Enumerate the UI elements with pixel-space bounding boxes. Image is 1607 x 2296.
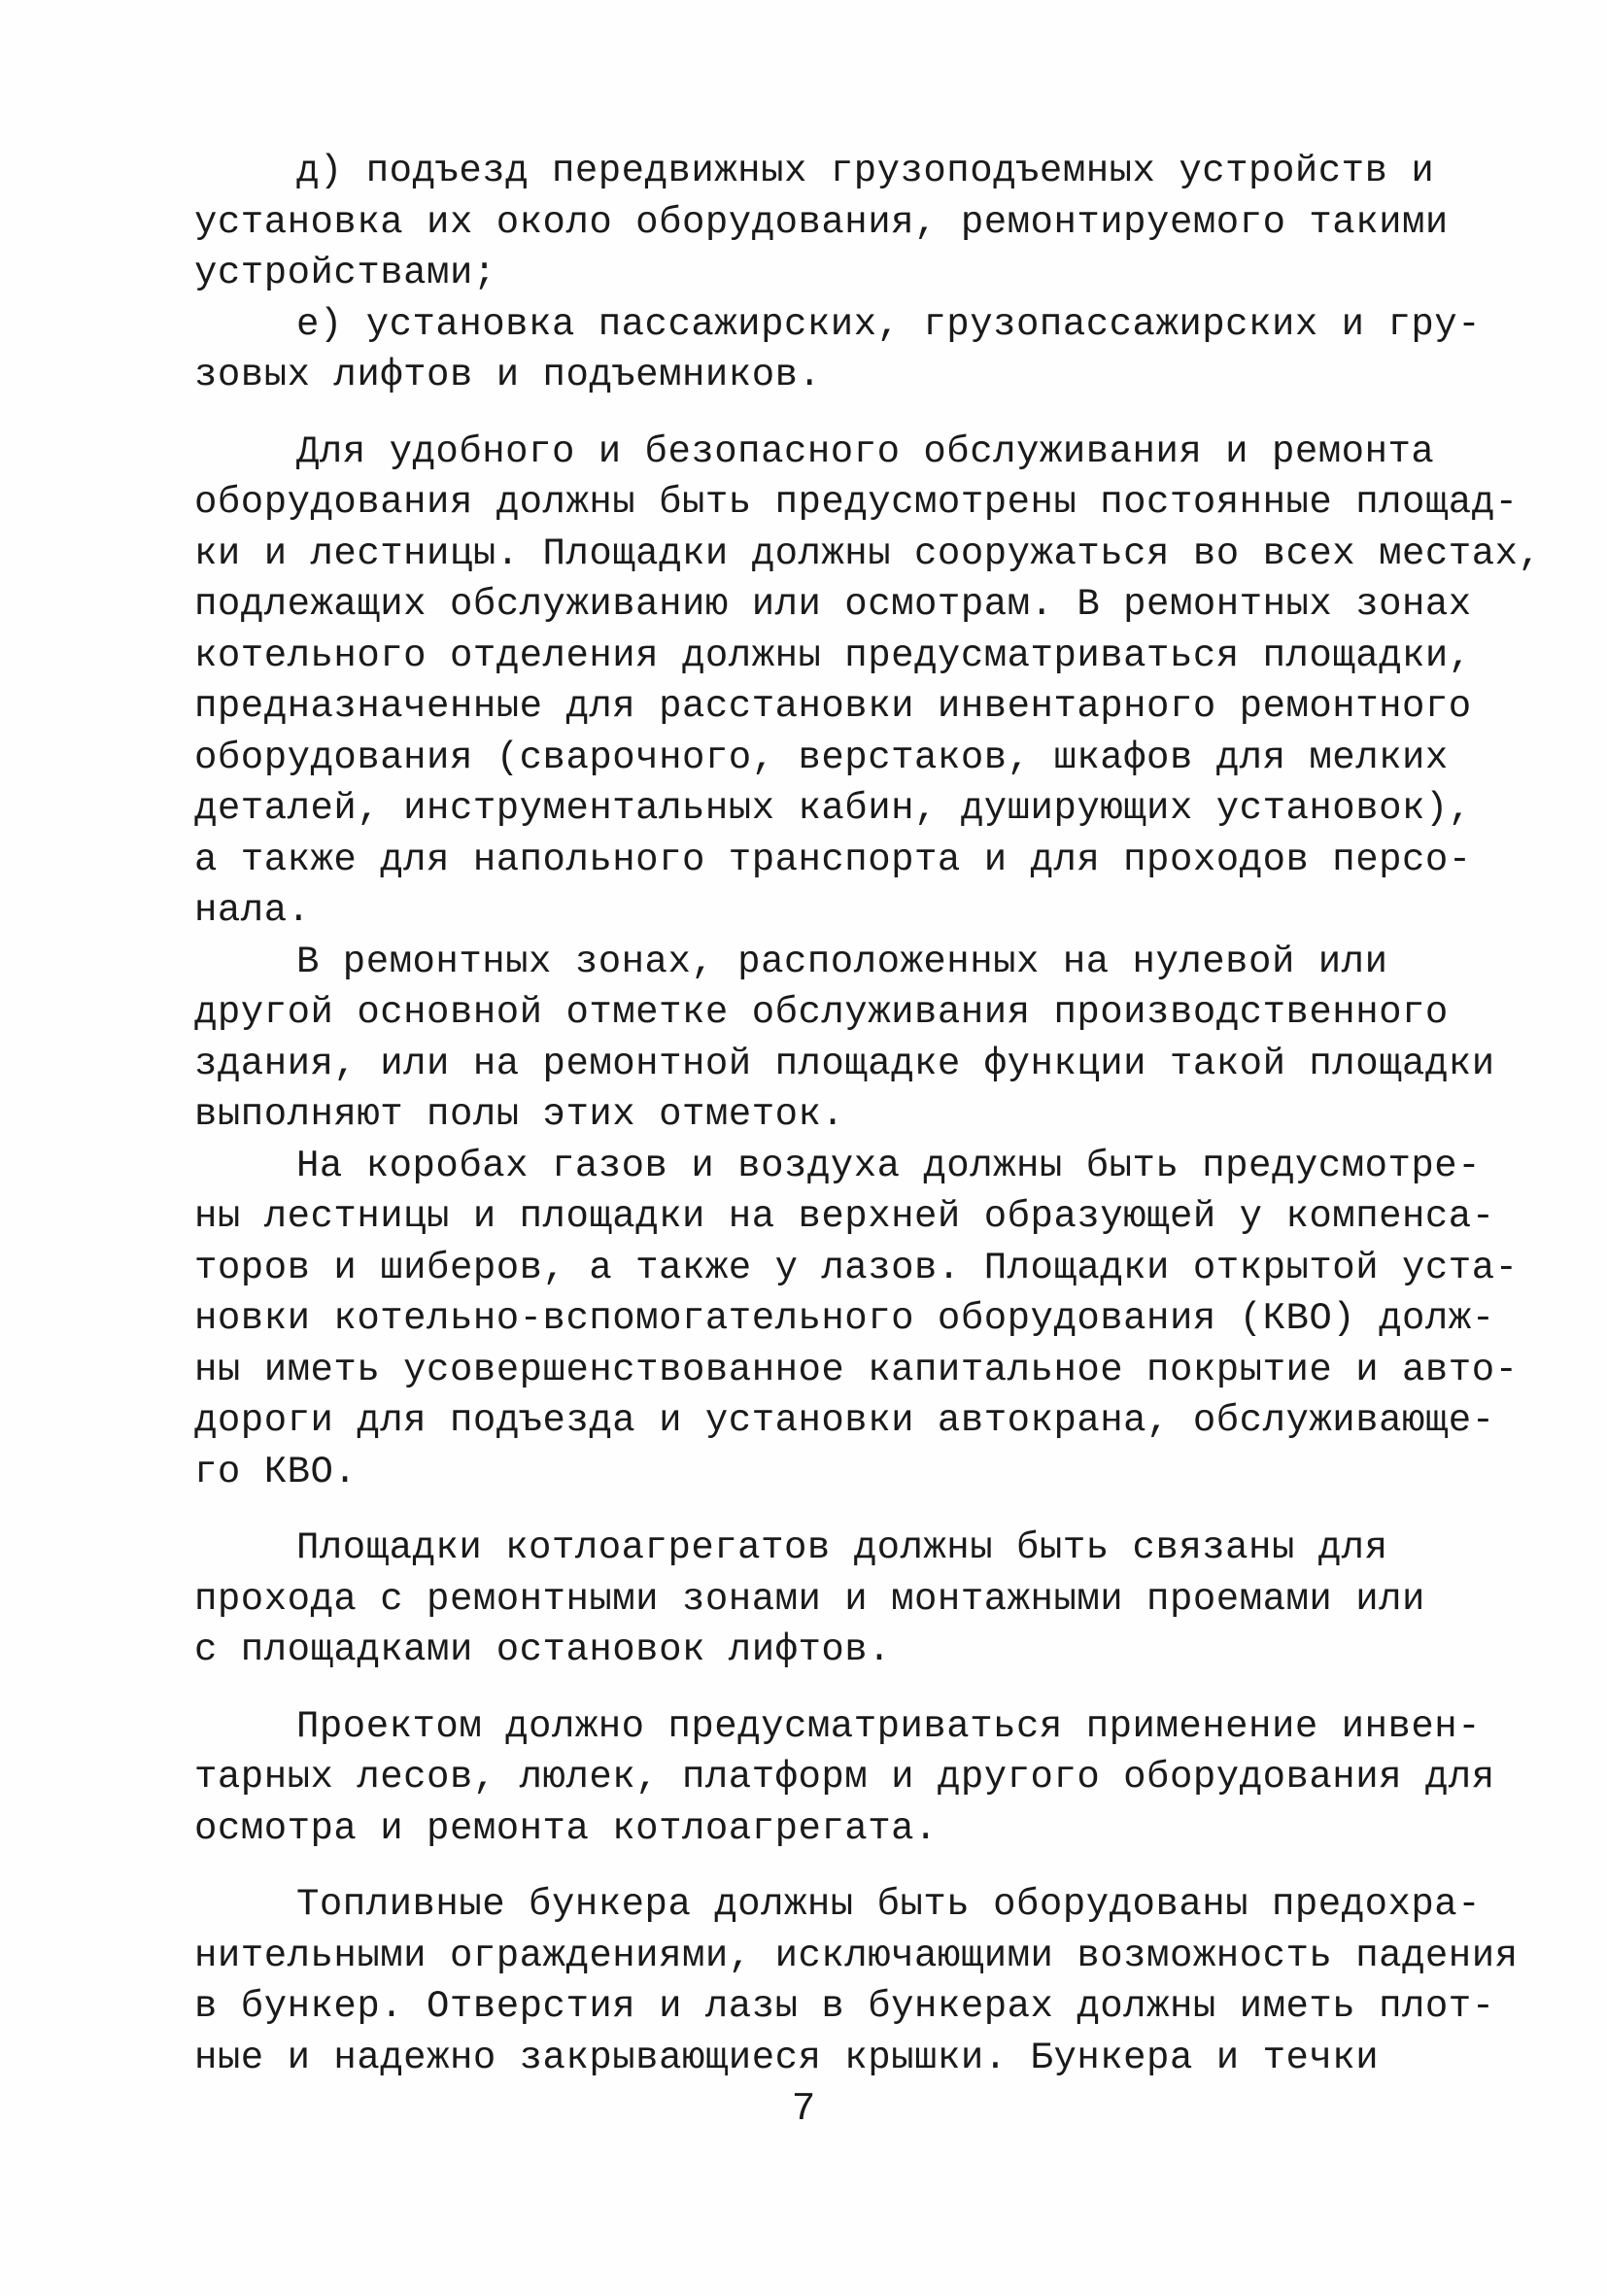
text-line: Площадки котлоагрегатов должны быть связаны для — [296, 1526, 1388, 1569]
text-line: установка их около оборудования, ремонтируемого такими — [194, 200, 1449, 244]
paragraph-gap — [194, 1676, 1448, 1701]
text-line: устройствами; — [194, 252, 496, 294]
text-line: В ремонтных зонах, расположенных на нулевой или — [296, 940, 1388, 983]
text-line: другой основной отметке обслуживания производственного — [194, 991, 1449, 1034]
text-line: нительными ограждениями, исключающими возможность падения — [194, 1934, 1519, 1977]
text-line: дороги для подъезда и установки автокрана, обслуживающе- — [194, 1399, 1495, 1442]
text-line: оборудования (сварочного, верстаков, шкафов для мелких — [194, 736, 1449, 779]
text-line: здания, или на ремонтной площадке функции такой площадки — [194, 1042, 1495, 1085]
page-number: 7 — [791, 2087, 816, 2132]
text-line: деталей, инструментальных кабин, душирующих установок), — [194, 787, 1472, 830]
text-line: е) установка пассажирских, грузопассажирских и гру- — [296, 302, 1482, 346]
text-line: ны иметь усовершенствованное капитальное покрытие и авто- — [194, 1348, 1519, 1391]
text-line: тарных лесов, люлек, платформ и другого оборудования для — [194, 1756, 1495, 1799]
text-line: торов и шиберов, а также у лазов. Площадки открытой уста- — [194, 1246, 1519, 1289]
text-line: котельного отделения должны предусматриваться площадки, — [194, 634, 1472, 677]
text-line: го КВО. — [194, 1450, 358, 1493]
text-line: выполняют полы этих отметок. — [194, 1093, 845, 1136]
text-line: прохода с ремонтными зонами и монтажными проемами или — [194, 1577, 1425, 1621]
text-line: подлежащих обслуживанию или осмотрам. В ремонтных зонах — [194, 583, 1472, 626]
paragraph-gap — [194, 401, 1448, 427]
paragraph-gap — [194, 1497, 1448, 1523]
text-line: ки и лестницы. Площадки должны сооружаться во всех местах, — [194, 531, 1542, 575]
text-line: зовых лифтов и подъемников. — [194, 354, 822, 396]
paragraph-gap — [194, 1854, 1448, 1879]
text-line: оборудования должны быть предусмотрены постоянные площад- — [194, 481, 1519, 524]
document-body — [194, 146, 1542, 2083]
text-line: На коробах газов и воздуха должны быть предусмотре- — [296, 1144, 1482, 1187]
text-line: новки котельно-вспомогательного оборудования (КВО) долж- — [194, 1297, 1495, 1340]
text-line: в бункер. Отверстия и лазы в бункерах должны иметь плот- — [194, 1985, 1495, 2028]
text-line: д) подъезд передвижных грузоподъемных устройств и — [296, 150, 1435, 192]
text-line: Для удобного и безопасного обслуживания и ремонта — [296, 429, 1435, 473]
text-line: осмотра и ремонта котлоагрегата. — [194, 1806, 938, 1850]
text-line: Топливные бункера должны быть оборудованы предохра- — [296, 1883, 1482, 1926]
text-line: нала. — [194, 889, 311, 932]
text-line: с площадками остановок лифтов. — [194, 1628, 892, 1671]
text-line: предназначенные для расстановки инвентарного ремонтного — [194, 685, 1472, 728]
text-line: Проектом должно предусматриваться применение инвен- — [296, 1704, 1482, 1748]
text-line: ные и надежно закрывающиеся крышки. Бункера и течки — [194, 2036, 1380, 2079]
text-line: а также для напольного транспорта и для проходов персо- — [194, 838, 1472, 881]
text-line: ны лестницы и площадки на верхней образующей у компенса- — [194, 1195, 1495, 1238]
